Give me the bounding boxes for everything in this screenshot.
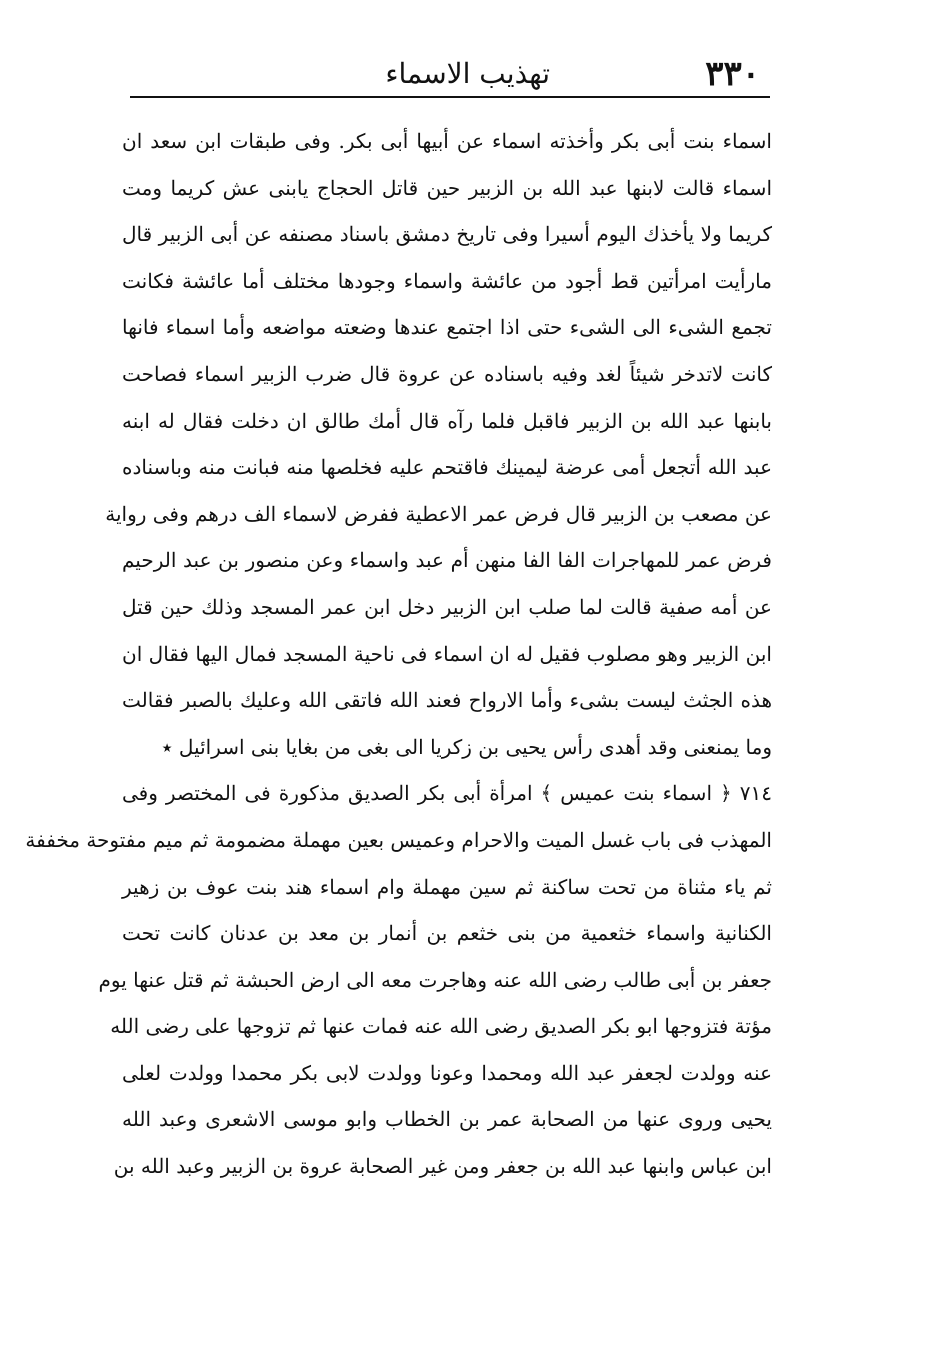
- text-line: كريما ولا يأخذك اليوم أسيرا وفى تاريخ دمشق باسناد مصنفه عن أبى الزبير قال: [122, 222, 772, 247]
- text-line: يحيى وروى عنها من الصحابة عمر بن الخطاب وابو موسى الاشعرى وعبد الله: [122, 1107, 772, 1132]
- text-line: مؤتة فتزوجها ابو بكر الصديق رضى الله عنه فمات عنها ثم تزوجها على رضى الله: [110, 1014, 772, 1039]
- text-line: عبد الله أتجعل أمى عرضة ليمينك فاقتحم عليه فخلصها منه فبانت منه وباسناده: [122, 455, 772, 480]
- text-line: ابن الزبير وهو مصلوب فقيل له ان اسماء فى ناحية المسجد فمال اليها فقال ان: [122, 641, 772, 666]
- text-line: ابن عباس وابنها عبد الله بن جعفر ومن غير الصحابة عروة بن الزبير وعبد الله بن: [113, 1154, 772, 1179]
- text-line: المهذب فى باب غسل الميت والاحرام وعميس بعين مهملة مضمومة ثم ميم مفتوحة مخففة: [25, 827, 772, 852]
- page-header: [130, 52, 770, 96]
- text-line: اسماء قالت لابنها عبد الله بن الزبير حين قاتل الحجاج يابنى عش كريما ومت: [122, 175, 772, 200]
- running-title: تهذيب الاسماء: [385, 57, 550, 90]
- text-line: فرض عمر للمهاجرات الفا الفا منهن أم عبد واسماء وعن منصور بن عبد الرحيم: [122, 548, 772, 573]
- paragraph-end-line: وما يمنعنى وقد أهدى رأس يحيى بن زكريا الى بغى من بغايا بنى اسرائيل ٭: [161, 734, 772, 759]
- text-line: الكنانية واسماء خثعمية من بنى خثعم بن أنمار بن معد بن عدنان كانت تحت: [122, 921, 772, 946]
- text-line: عن أمه صفية قالت لما صلب ابن الزبير دخل ابن عمر المسجد وذلك حين قتل: [122, 594, 772, 619]
- body-text: [25, 118, 772, 1190]
- text-line: هذه الجثث ليست بشىء وأما الارواح فعند الله فاتقى الله وعليك بالصبر فقالت: [122, 688, 772, 713]
- text-line: ثم ياء مثناة من تحت ساكنة ثم سين مهملة وام اسماء هند بنت عوف بن زهير: [122, 874, 772, 899]
- header-rule: [130, 96, 770, 98]
- text-line: عنه وولدت لجعفر عبد الله ومحمدا وعونا وولدت لابى بكر محمدا وولدت لعلى: [122, 1060, 772, 1085]
- entry-heading-line: ٧١٤ ﴿ اسماء بنت عميس ﴾ امرأة أبى بكر الصديق مذكورة فى المختصر وفى: [122, 781, 772, 806]
- text-line: عن مصعب بن الزبير قال فرض عمر الاعطية ففرض لاسماء الف درهم وفى رواية: [105, 501, 772, 526]
- text-line: اسماء بنت أبى بكر وأخذته اسماء عن أبيها أبى بكر. وفى طبقات ابن سعد ان: [122, 129, 772, 153]
- text-line: جعفر بن أبى طالب رضى الله عنه وهاجرت معه الى ارض الحبشة ثم قتل عنها يوم: [98, 967, 772, 992]
- text-line: تجمع الشىء الى الشىء حتى اذا اجتمع عندها وضعته مواضعه وأما اسماء فانها: [122, 315, 772, 340]
- text-line: بابنها عبد الله بن الزبير فاقبل فلما رآه قال أمك طالق ان دخلت فقال له ابنه: [122, 408, 772, 433]
- text-line: كانت لاتدخر شيئاً لغد وفيه باسناده عن عروة قال ضرب الزبير اسماء فصاحت: [122, 361, 772, 386]
- page-number: ٣٣٠: [705, 54, 760, 94]
- text-line: مارأيت امرأتين قط أجود من عائشة واسماء وجودها مختلف أما عائشة فكانت: [122, 268, 772, 293]
